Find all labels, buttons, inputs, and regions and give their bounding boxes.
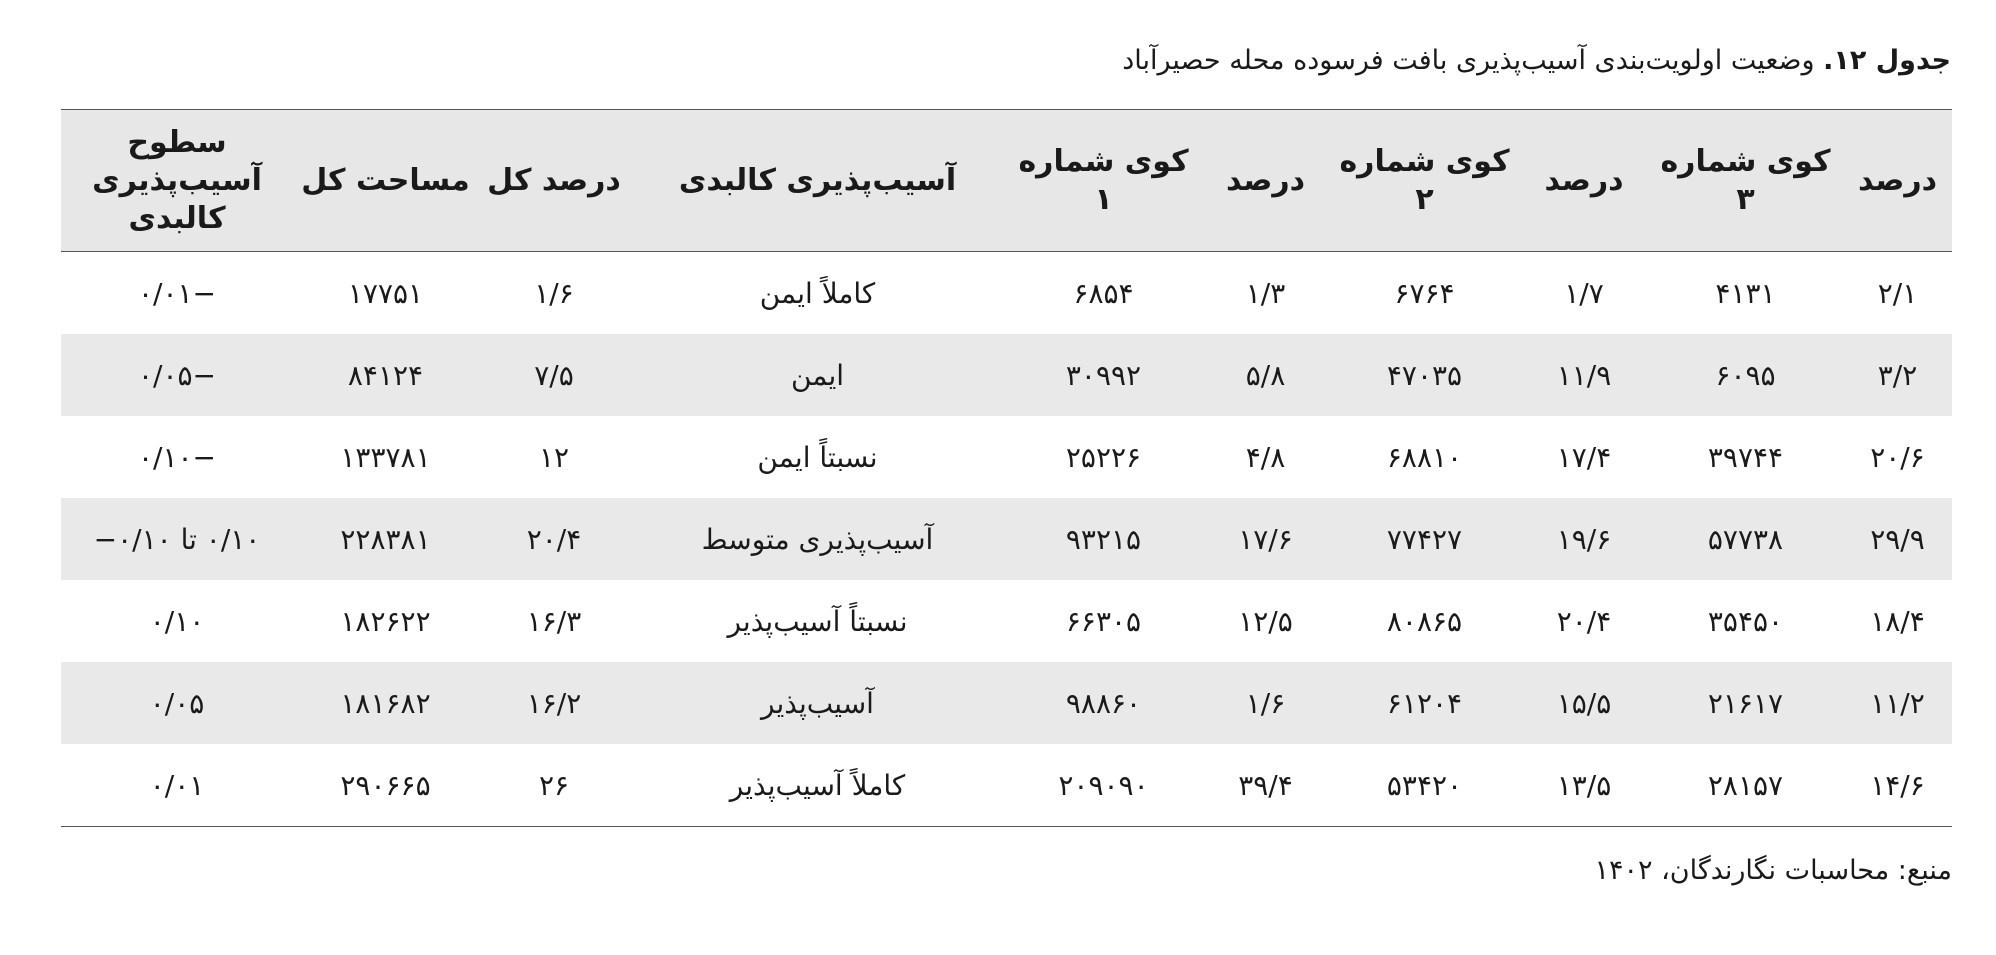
cell-col-physical-vulnerability: نسبتاً آسیب‌پذیر — [727, 604, 908, 638]
header-col-percent-2: درصد — [1520, 110, 1648, 252]
cell-col-vulnerability-level: −۰/۰۱ — [137, 276, 217, 310]
cell-col-quarter-1: ۹۳۲۱۵ — [1005, 498, 1202, 580]
header-col-total-percent: درصد کل — [478, 110, 630, 252]
cell-col-percent-1: ۳۹/۴ — [1202, 744, 1329, 827]
table-row — [61, 744, 1952, 827]
cell-col-percent-2: ۱/۷ — [1564, 276, 1604, 310]
cell-col-vulnerability-level: ۰/۱۰ تا ۰/۱۰− — [61, 498, 293, 580]
cell-col-physical-vulnerability: کاملاً ایمن — [759, 276, 876, 310]
cell-col-quarter-3: ۲۱۶۱۷ — [1648, 662, 1843, 744]
cell-col-percent-1: ۱/۳ — [1245, 276, 1286, 310]
table-body — [61, 252, 1952, 827]
cell-col-total-area: ۸۴۱۲۴ — [293, 334, 478, 416]
vulnerability-table — [61, 109, 1952, 827]
cell-col-physical-vulnerability: نسبتاً ایمن — [757, 440, 878, 474]
table-row — [61, 416, 1952, 498]
table-row — [61, 252, 1952, 335]
table-row — [61, 498, 1952, 580]
cell-col-percent-3: ۱۱/۲ — [1843, 662, 1952, 744]
cell-col-physical-vulnerability: آسیب‌پذیر — [630, 662, 1005, 744]
source-note: منبع: محاسبات نگارندگان، ۱۴۰۲ — [1594, 855, 1952, 886]
cell-col-percent-3: ۲۹/۹ — [1843, 498, 1952, 580]
cell-col-physical-vulnerability: کاملاً آسیب‌پذیر — [630, 744, 1005, 827]
caption-lead: جدول ۱۲. — [1823, 45, 1951, 76]
cell-col-quarter-2: ۴۷۰۳۵ — [1329, 334, 1520, 416]
cell-col-total-area: ۱۷۷۵۱ — [347, 276, 424, 310]
cell-col-quarter-2: ۶۱۲۰۴ — [1329, 662, 1520, 744]
cell-col-percent-2: ۱۱/۹ — [1520, 334, 1648, 416]
cell-col-quarter-2: ۸۰۸۶۵ — [1386, 604, 1463, 638]
table-caption — [1122, 36, 1951, 86]
cell-col-percent-1: ۱/۶ — [1202, 662, 1329, 744]
cell-col-quarter-3: ۶۰۹۵ — [1648, 334, 1843, 416]
cell-col-percent-1: ۱۲/۵ — [1238, 604, 1293, 638]
cell-col-physical-vulnerability: آسیب‌پذیری متوسط — [630, 498, 1005, 580]
cell-col-percent-3: ۱۴/۶ — [1843, 744, 1952, 827]
table-row — [61, 580, 1952, 662]
cell-col-total-area: ۱۸۲۶۲۲ — [340, 604, 431, 638]
header-col-percent-3: درصد — [1843, 110, 1952, 252]
table-row — [61, 662, 1952, 744]
header-col-quarter-1: کوی شماره ۱ — [1005, 110, 1202, 252]
cell-col-percent-3: ۲/۱ — [1877, 276, 1918, 310]
cell-col-quarter-3: ۲۸۱۵۷ — [1648, 744, 1843, 827]
cell-col-quarter-1: ۲۰۹۰۹۰ — [1005, 744, 1202, 827]
cell-col-percent-2: ۱۷/۴ — [1556, 440, 1612, 474]
cell-col-percent-1: ۱۷/۶ — [1202, 498, 1329, 580]
cell-col-quarter-3: ۳۹۷۴۴ — [1707, 440, 1784, 474]
cell-col-percent-2: ۱۳/۵ — [1520, 744, 1648, 827]
table-header — [61, 110, 1952, 252]
cell-col-percent-3: ۲۰/۶ — [1870, 440, 1925, 474]
cell-col-vulnerability-level: ۰/۱۰ — [149, 604, 205, 638]
cell-col-quarter-1: ۶۸۵۴ — [1073, 276, 1134, 310]
cell-col-percent-2: ۱۹/۶ — [1520, 498, 1648, 580]
cell-col-vulnerability-level: −۰/۰۵ — [61, 334, 293, 416]
cell-col-total-percent: ۱۶/۲ — [478, 662, 630, 744]
cell-col-vulnerability-level: −۰/۱۰ — [137, 440, 217, 474]
cell-col-percent-1: ۴/۸ — [1245, 440, 1286, 474]
cell-col-total-area: ۲۲۸۳۸۱ — [293, 498, 478, 580]
cell-col-total-area: ۱۸۱۶۸۲ — [293, 662, 478, 744]
cell-col-quarter-1: ۲۵۲۲۶ — [1065, 440, 1142, 474]
header-col-total-area: مساحت کل — [293, 110, 478, 252]
cell-col-percent-3: ۳/۲ — [1843, 334, 1952, 416]
cell-col-quarter-1: ۳۰۹۹۲ — [1005, 334, 1202, 416]
caption-text: وضعیت اولویت‌بندی آسیب‌پذیری بافت فرسوده محله حصیرآباد — [1122, 45, 1824, 76]
cell-col-quarter-2: ۶۷۶۴ — [1394, 276, 1455, 310]
cell-col-total-area: ۱۳۳۷۸۱ — [340, 440, 431, 474]
cell-col-quarter-3: ۳۵۴۵۰ — [1707, 604, 1784, 638]
cell-col-quarter-2: ۶۸۸۱۰ — [1386, 440, 1463, 474]
cell-col-vulnerability-level: ۰/۰۵ — [61, 662, 293, 744]
header-col-quarter-3: کوی شماره ۳ — [1648, 110, 1843, 252]
cell-col-quarter-1: ۶۶۳۰۵ — [1065, 604, 1142, 638]
cell-col-total-area: ۲۹۰۶۶۵ — [293, 744, 478, 827]
header-row — [61, 110, 1952, 252]
cell-col-total-percent: ۱/۶ — [534, 276, 574, 310]
cell-col-percent-2: ۲۰/۴ — [1556, 604, 1612, 638]
cell-col-total-percent: ۱۲ — [538, 440, 570, 474]
cell-col-percent-2: ۱۵/۵ — [1520, 662, 1648, 744]
header-col-vulnerability-level: سطوح آسیب‌پذیری کالبدی — [61, 110, 293, 252]
header-col-physical-vulnerability: آسیب‌پذیری کالبدی — [630, 110, 1005, 252]
cell-col-vulnerability-level: ۰/۰۱ — [61, 744, 293, 827]
cell-col-quarter-3: ۵۷۷۳۸ — [1648, 498, 1843, 580]
cell-col-total-percent: ۷/۵ — [478, 334, 630, 416]
cell-col-quarter-1: ۹۸۸۶۰ — [1005, 662, 1202, 744]
cell-col-total-percent: ۲۶ — [478, 744, 630, 827]
cell-col-percent-1: ۵/۸ — [1202, 334, 1329, 416]
cell-col-physical-vulnerability: ایمن — [630, 334, 1005, 416]
table-row — [61, 334, 1952, 416]
cell-col-quarter-3: ۴۱۳۱ — [1715, 276, 1776, 310]
cell-col-quarter-2: ۵۳۴۲۰ — [1329, 744, 1520, 827]
cell-col-total-percent: ۱۶/۳ — [526, 604, 582, 638]
header-col-percent-1: درصد — [1202, 110, 1329, 252]
cell-col-quarter-2: ۷۷۴۲۷ — [1329, 498, 1520, 580]
header-col-quarter-2: کوی شماره ۲ — [1329, 110, 1520, 252]
cell-col-total-percent: ۲۰/۴ — [478, 498, 630, 580]
cell-col-percent-3: ۱۸/۴ — [1870, 604, 1925, 638]
